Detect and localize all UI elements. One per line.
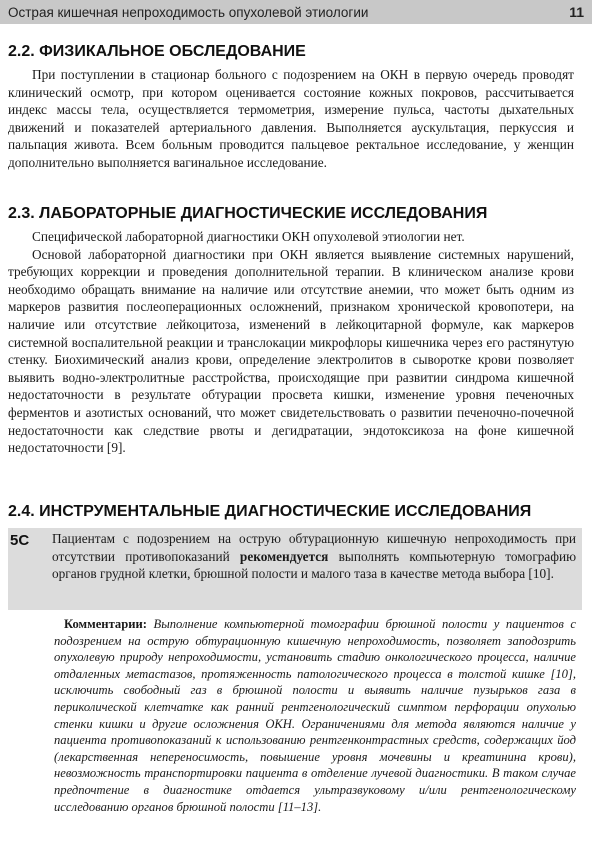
section-heading-lab: 2.3. ЛАБОРАТОРНЫЕ ДИАГНОСТИЧЕСКИЕ ИССЛЕДОВАНИЯ xyxy=(8,205,488,222)
paragraph: При поступлении в стационар больного с подозрением на ОКН в первую очередь проводят клинический осмотр, при котором оценивается состояние кожных покровов, рассчитывается индекс массы тела, осуществляется термометрия, измерение пульса, частоты дыхательных движений и показателей артериального давления. Выполняется аускультация, перкуссия и пальпация живота. Всем больным проводится пальцевое ректальное исследование, у женщин дополнительно выполняется вагинальное исследование. xyxy=(8,67,574,170)
comment-block xyxy=(54,616,576,815)
paragraph: Основой лабораторной диагностики при ОКН является выявление системных нарушений, требующих коррекции и проведения дополнительной терапии. В клиническом анализе крови необходимо обращать внимание на наличие или отсутствие анемии, что может быть одним из маркеров развития послеоперационных осложнений, признаком хронической кровопотери, на наличие или отсутствие лейкоцитоза, изменений в лейкоцитарной формуле, как маркеров системной воспалительной реакции и транслокации микрофлоры кишечника через его растянутую стенку. Биохимический анализ крови, определение электролитов в сыворотке крови позволяет выявить водно-электролитные расстройства, происходящие при развитии синдрома кишечной недостаточности в результате обтурации просвета кишки, изменение уровня печеночных ферментов и азотистых оснований, что может свидетельствовать о развитии печеночно-почечной недостаточности как следствие рвоты и дегидратации, эндотоксикоза на фоне кишечной недостаточности [9]. xyxy=(8,246,574,456)
section-body-physical xyxy=(0,66,592,172)
section-heading-instrumental: 2.4. ИНСТРУМЕНТАЛЬНЫЕ ДИАГНОСТИЧЕСКИЕ ИССЛЕДОВАНИЯ xyxy=(8,503,532,520)
comment-text: Выполнение компьютерной томографии брюшной полости у пациентов с подозрением на острую обтурационную кишечную непроходимость, позволяет заподозрить опухолевую природу непроходимости, установить стадию онкологического процесса, наличие отдаленных метастазов, протяженность патологического процесса в толстой кишке [10], исключить свободный газ в брюшной полости и выявить наличие пузырьков газа в периколической клетчатке как ранний рентгенологический симптом перфорации опухолью стенки кишки и другие осложнения ОКН. Ограничениями для метода являются наличие у пациента противопоказаний к использованию рентгенконтрастных средств, содержащих йод (лекарственная непереносимость, повышение уровня мочевины и креатинина крови), невозможность транспортировки пациента в отделение лучевой диагностики. В таком случае предпочтение в диагностике отдается ультразвуковому и/или рентгенологическому исследованию органов брюшной полости [11–13]. xyxy=(54,617,576,814)
page-number: 11 xyxy=(569,4,584,20)
running-title: Острая кишечная непроходимость опухолевой этиологии xyxy=(8,4,369,20)
comment-label: Комментарии: xyxy=(64,617,147,631)
section-body-lab xyxy=(0,228,592,457)
recommendation-box xyxy=(8,528,582,610)
running-header xyxy=(0,0,592,24)
recommendation-text xyxy=(52,530,576,583)
recommendation-text-start: Пациентам с подозрением на острую обтурационную кишечную непроходимость при отсутствии противопоказаний xyxy=(52,531,576,564)
section-heading-physical: 2.2. ФИЗИКАЛЬНОЕ ОБСЛЕДОВАНИЕ xyxy=(8,43,306,60)
evidence-level-badge: 5С xyxy=(10,532,30,549)
comment-paragraph xyxy=(54,616,576,815)
recommendation-keyword: рекомендуется xyxy=(239,548,329,564)
paragraph: Специфической лабораторной диагностики ОКН опухолевой этиологии нет. xyxy=(32,229,465,244)
recommendation-text-end: выполнять компьютерную томографию органов грудной клетки, брюшной полости и малого таза в качестве метода выбора [10]. xyxy=(52,548,576,582)
